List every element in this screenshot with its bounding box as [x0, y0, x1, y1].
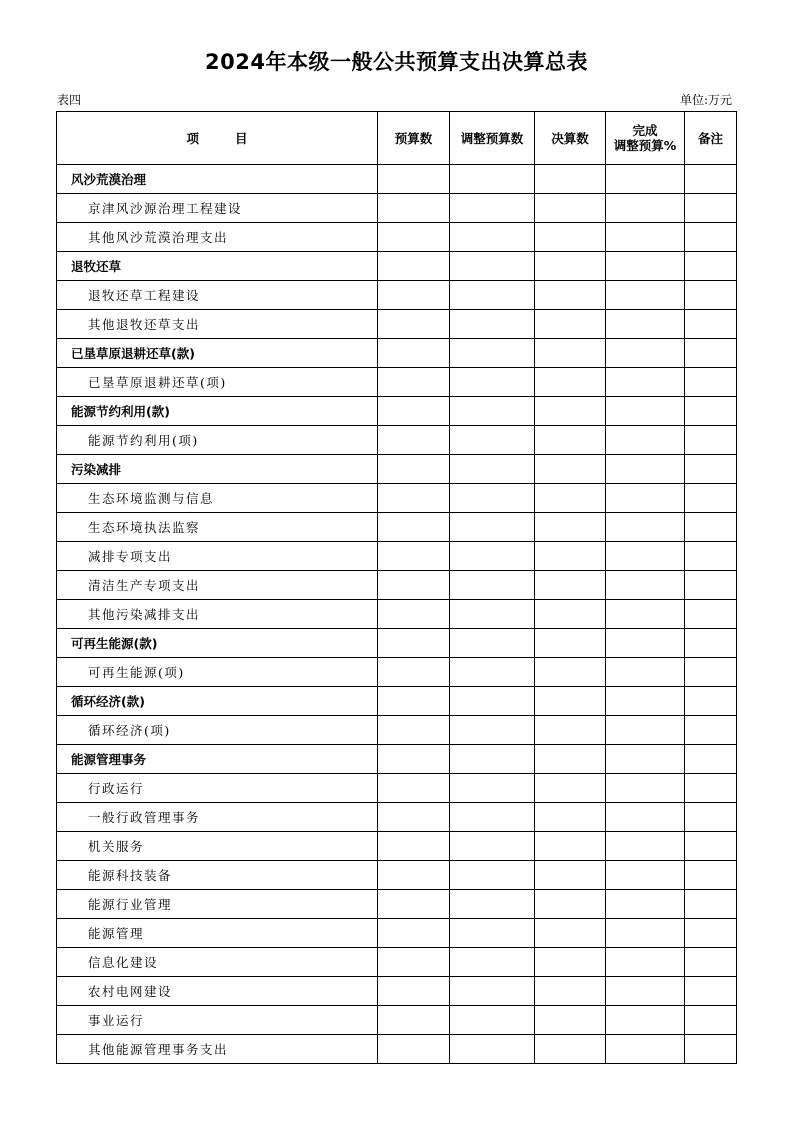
table-row — [57, 165, 737, 194]
table-row — [57, 542, 737, 571]
completion-cell — [606, 687, 685, 716]
category-name-cell: 能源管理事务 — [57, 745, 378, 774]
adjusted-cell — [450, 194, 535, 223]
adjusted-cell — [450, 687, 535, 716]
item-name-cell: 能源行业管理 — [57, 890, 378, 919]
adjusted-cell — [450, 484, 535, 513]
final-cell — [535, 774, 606, 803]
table-row — [57, 948, 737, 977]
completion-cell — [606, 368, 685, 397]
budget-cell — [378, 281, 450, 310]
final-cell — [535, 832, 606, 861]
budget-cell — [378, 861, 450, 890]
budget-cell — [378, 484, 450, 513]
budget-cell — [378, 513, 450, 542]
remark-cell — [685, 774, 737, 803]
item-name-cell: 能源节约利用(项) — [57, 426, 378, 455]
budget-cell — [378, 310, 450, 339]
completion-cell — [606, 658, 685, 687]
item-name-cell: 其他能源管理事务支出 — [57, 1035, 378, 1064]
budget-cell — [378, 687, 450, 716]
remark-cell — [685, 281, 737, 310]
item-name-cell: 生态环境监测与信息 — [57, 484, 378, 513]
table-row — [57, 658, 737, 687]
adjusted-cell — [450, 745, 535, 774]
table-row — [57, 484, 737, 513]
budget-cell — [378, 1006, 450, 1035]
table-row — [57, 397, 737, 426]
table-number: 表四 — [57, 93, 82, 107]
completion-cell — [606, 600, 685, 629]
table-row — [57, 455, 737, 484]
completion-cell — [606, 629, 685, 658]
final-cell — [535, 977, 606, 1006]
remark-cell — [685, 484, 737, 513]
column-header-remark: 备注 — [685, 112, 737, 165]
final-cell — [535, 1006, 606, 1035]
item-name-cell: 已垦草原退耕还草(项) — [57, 368, 378, 397]
remark-cell — [685, 658, 737, 687]
budget-cell — [378, 368, 450, 397]
completion-cell — [606, 716, 685, 745]
column-header-item-a: 项 — [186, 130, 199, 146]
final-cell — [535, 455, 606, 484]
final-cell — [535, 716, 606, 745]
budget-cell — [378, 977, 450, 1006]
adjusted-cell — [450, 600, 535, 629]
category-name-cell: 退牧还草 — [57, 252, 378, 281]
budget-cell — [378, 774, 450, 803]
adjusted-cell — [450, 774, 535, 803]
remark-cell — [685, 165, 737, 194]
remark-cell — [685, 890, 737, 919]
final-cell — [535, 861, 606, 890]
adjusted-cell — [450, 513, 535, 542]
adjusted-cell — [450, 948, 535, 977]
adjusted-cell — [450, 426, 535, 455]
remark-cell — [685, 252, 737, 281]
table-row — [57, 426, 737, 455]
final-cell — [535, 513, 606, 542]
final-cell — [535, 339, 606, 368]
column-header-adjusted: 调整预算数 — [450, 112, 535, 165]
column-header-final: 决算数 — [535, 112, 606, 165]
final-cell — [535, 658, 606, 687]
adjusted-cell — [450, 339, 535, 368]
final-cell — [535, 310, 606, 339]
completion-cell — [606, 977, 685, 1006]
table-row — [57, 890, 737, 919]
remark-cell — [685, 687, 737, 716]
remark-cell — [685, 426, 737, 455]
remark-cell — [685, 455, 737, 484]
final-cell — [535, 890, 606, 919]
remark-cell — [685, 223, 737, 252]
budget-cell — [378, 832, 450, 861]
remark-cell — [685, 397, 737, 426]
table-row — [57, 861, 737, 890]
item-name-cell: 生态环境执法监察 — [57, 513, 378, 542]
remark-cell — [685, 716, 737, 745]
item-name-cell: 京津风沙源治理工程建设 — [57, 194, 378, 223]
adjusted-cell — [450, 571, 535, 600]
category-name-cell: 污染减排 — [57, 455, 378, 484]
remark-cell — [685, 977, 737, 1006]
budget-cell — [378, 339, 450, 368]
category-name-cell: 可再生能源(款) — [57, 629, 378, 658]
item-name-cell: 行政运行 — [57, 774, 378, 803]
budget-cell — [378, 716, 450, 745]
item-name-cell: 清洁生产专项支出 — [57, 571, 378, 600]
completion-cell — [606, 513, 685, 542]
completion-cell — [606, 426, 685, 455]
budget-cell — [378, 542, 450, 571]
item-name-cell: 循环经济(项) — [57, 716, 378, 745]
completion-cell — [606, 774, 685, 803]
item-name-cell: 信息化建设 — [57, 948, 378, 977]
final-cell — [535, 223, 606, 252]
item-name-cell: 事业运行 — [57, 1006, 378, 1035]
remark-cell — [685, 948, 737, 977]
budget-cell — [378, 194, 450, 223]
adjusted-cell — [450, 890, 535, 919]
final-cell — [535, 368, 606, 397]
adjusted-cell — [450, 542, 535, 571]
budget-cell — [378, 1035, 450, 1064]
adjusted-cell — [450, 832, 535, 861]
final-cell — [535, 194, 606, 223]
completion-cell — [606, 339, 685, 368]
adjusted-cell — [450, 1006, 535, 1035]
completion-cell — [606, 194, 685, 223]
table-row — [57, 977, 737, 1006]
budget-cell — [378, 223, 450, 252]
remark-cell — [685, 310, 737, 339]
final-cell — [535, 426, 606, 455]
final-cell — [535, 803, 606, 832]
completion-cell — [606, 919, 685, 948]
item-name-cell: 可再生能源(项) — [57, 658, 378, 687]
budget-cell — [378, 629, 450, 658]
remark-cell — [685, 919, 737, 948]
adjusted-cell — [450, 455, 535, 484]
completion-cell — [606, 861, 685, 890]
budget-cell — [378, 600, 450, 629]
completion-cell — [606, 281, 685, 310]
column-header-item — [57, 112, 378, 165]
table-row — [57, 832, 737, 861]
remark-cell — [685, 1035, 737, 1064]
adjusted-cell — [450, 919, 535, 948]
table-row — [57, 745, 737, 774]
final-cell — [535, 948, 606, 977]
remark-cell — [685, 542, 737, 571]
final-cell — [535, 919, 606, 948]
column-header-completion — [606, 112, 685, 165]
completion-cell — [606, 165, 685, 194]
final-cell — [535, 542, 606, 571]
adjusted-cell — [450, 629, 535, 658]
budget-cell — [378, 165, 450, 194]
budget-cell — [378, 426, 450, 455]
remark-cell — [685, 629, 737, 658]
adjusted-cell — [450, 861, 535, 890]
remark-cell — [685, 513, 737, 542]
table-header — [57, 112, 737, 165]
category-name-cell: 风沙荒漠治理 — [57, 165, 378, 194]
completion-cell — [606, 252, 685, 281]
remark-cell — [685, 832, 737, 861]
remark-cell — [685, 194, 737, 223]
budget-cell — [378, 455, 450, 484]
budget-cell — [378, 252, 450, 281]
completion-cell — [606, 803, 685, 832]
final-cell — [535, 745, 606, 774]
adjusted-cell — [450, 252, 535, 281]
completion-cell — [606, 310, 685, 339]
budget-cell — [378, 658, 450, 687]
table-body — [57, 165, 737, 1064]
table-row — [57, 252, 737, 281]
completion-cell — [606, 484, 685, 513]
item-name-cell: 减排专项支出 — [57, 542, 378, 571]
completion-cell — [606, 1006, 685, 1035]
column-header-budget: 预算数 — [378, 112, 450, 165]
item-name-cell: 农村电网建设 — [57, 977, 378, 1006]
table-row — [57, 194, 737, 223]
table-row — [57, 629, 737, 658]
remark-cell — [685, 368, 737, 397]
final-cell — [535, 165, 606, 194]
table-row — [57, 571, 737, 600]
table-row — [57, 339, 737, 368]
final-cell — [535, 1035, 606, 1064]
item-name-cell: 其他风沙荒漠治理支出 — [57, 223, 378, 252]
final-cell — [535, 484, 606, 513]
unit-label: 单位:万元 — [679, 93, 732, 107]
item-name-cell: 其他退牧还草支出 — [57, 310, 378, 339]
table-row — [57, 223, 737, 252]
completion-cell — [606, 890, 685, 919]
completion-cell — [606, 745, 685, 774]
adjusted-cell — [450, 310, 535, 339]
adjusted-cell — [450, 281, 535, 310]
budget-cell — [378, 397, 450, 426]
final-cell — [535, 252, 606, 281]
adjusted-cell — [450, 803, 535, 832]
table-row — [57, 281, 737, 310]
remark-cell — [685, 339, 737, 368]
category-name-cell: 已垦草原退耕还草(款) — [57, 339, 378, 368]
completion-cell — [606, 542, 685, 571]
completion-cell — [606, 455, 685, 484]
budget-cell — [378, 571, 450, 600]
completion-cell — [606, 397, 685, 426]
item-name-cell: 能源管理 — [57, 919, 378, 948]
table-row — [57, 687, 737, 716]
item-name-cell: 机关服务 — [57, 832, 378, 861]
adjusted-cell — [450, 165, 535, 194]
budget-cell — [378, 803, 450, 832]
item-name-cell: 一般行政管理事务 — [57, 803, 378, 832]
budget-cell — [378, 919, 450, 948]
final-cell — [535, 397, 606, 426]
budget-cell — [378, 745, 450, 774]
budget-table — [56, 111, 737, 1064]
completion-cell — [606, 832, 685, 861]
adjusted-cell — [450, 397, 535, 426]
remark-cell — [685, 1006, 737, 1035]
table-row — [57, 774, 737, 803]
remark-cell — [685, 745, 737, 774]
adjusted-cell — [450, 1035, 535, 1064]
remark-cell — [685, 571, 737, 600]
header-row — [57, 112, 737, 165]
table-row — [57, 919, 737, 948]
page-title: 2024年本级一般公共预算支出决算总表 — [205, 50, 588, 74]
completion-cell — [606, 1035, 685, 1064]
table-row — [57, 513, 737, 542]
column-header-completion-line1: 完成 — [632, 123, 658, 138]
item-name-cell: 退牧还草工程建设 — [57, 281, 378, 310]
adjusted-cell — [450, 977, 535, 1006]
adjusted-cell — [450, 716, 535, 745]
budget-cell — [378, 890, 450, 919]
final-cell — [535, 600, 606, 629]
completion-cell — [606, 571, 685, 600]
item-name-cell: 其他污染减排支出 — [57, 600, 378, 629]
remark-cell — [685, 600, 737, 629]
item-name-cell: 能源科技装备 — [57, 861, 378, 890]
table-row — [57, 716, 737, 745]
adjusted-cell — [450, 658, 535, 687]
table-row — [57, 310, 737, 339]
category-name-cell: 能源节约利用(款) — [57, 397, 378, 426]
final-cell — [535, 687, 606, 716]
category-name-cell: 循环经济(款) — [57, 687, 378, 716]
table-row — [57, 368, 737, 397]
completion-cell — [606, 948, 685, 977]
table-row — [57, 1035, 737, 1064]
column-header-item-b: 目 — [235, 130, 248, 146]
table-row — [57, 600, 737, 629]
table-row — [57, 1006, 737, 1035]
final-cell — [535, 629, 606, 658]
remark-cell — [685, 861, 737, 890]
adjusted-cell — [450, 368, 535, 397]
budget-cell — [378, 948, 450, 977]
final-cell — [535, 281, 606, 310]
completion-cell — [606, 223, 685, 252]
column-header-completion-line2: 调整预算% — [613, 138, 677, 153]
final-cell — [535, 571, 606, 600]
adjusted-cell — [450, 223, 535, 252]
table-row — [57, 803, 737, 832]
remark-cell — [685, 803, 737, 832]
